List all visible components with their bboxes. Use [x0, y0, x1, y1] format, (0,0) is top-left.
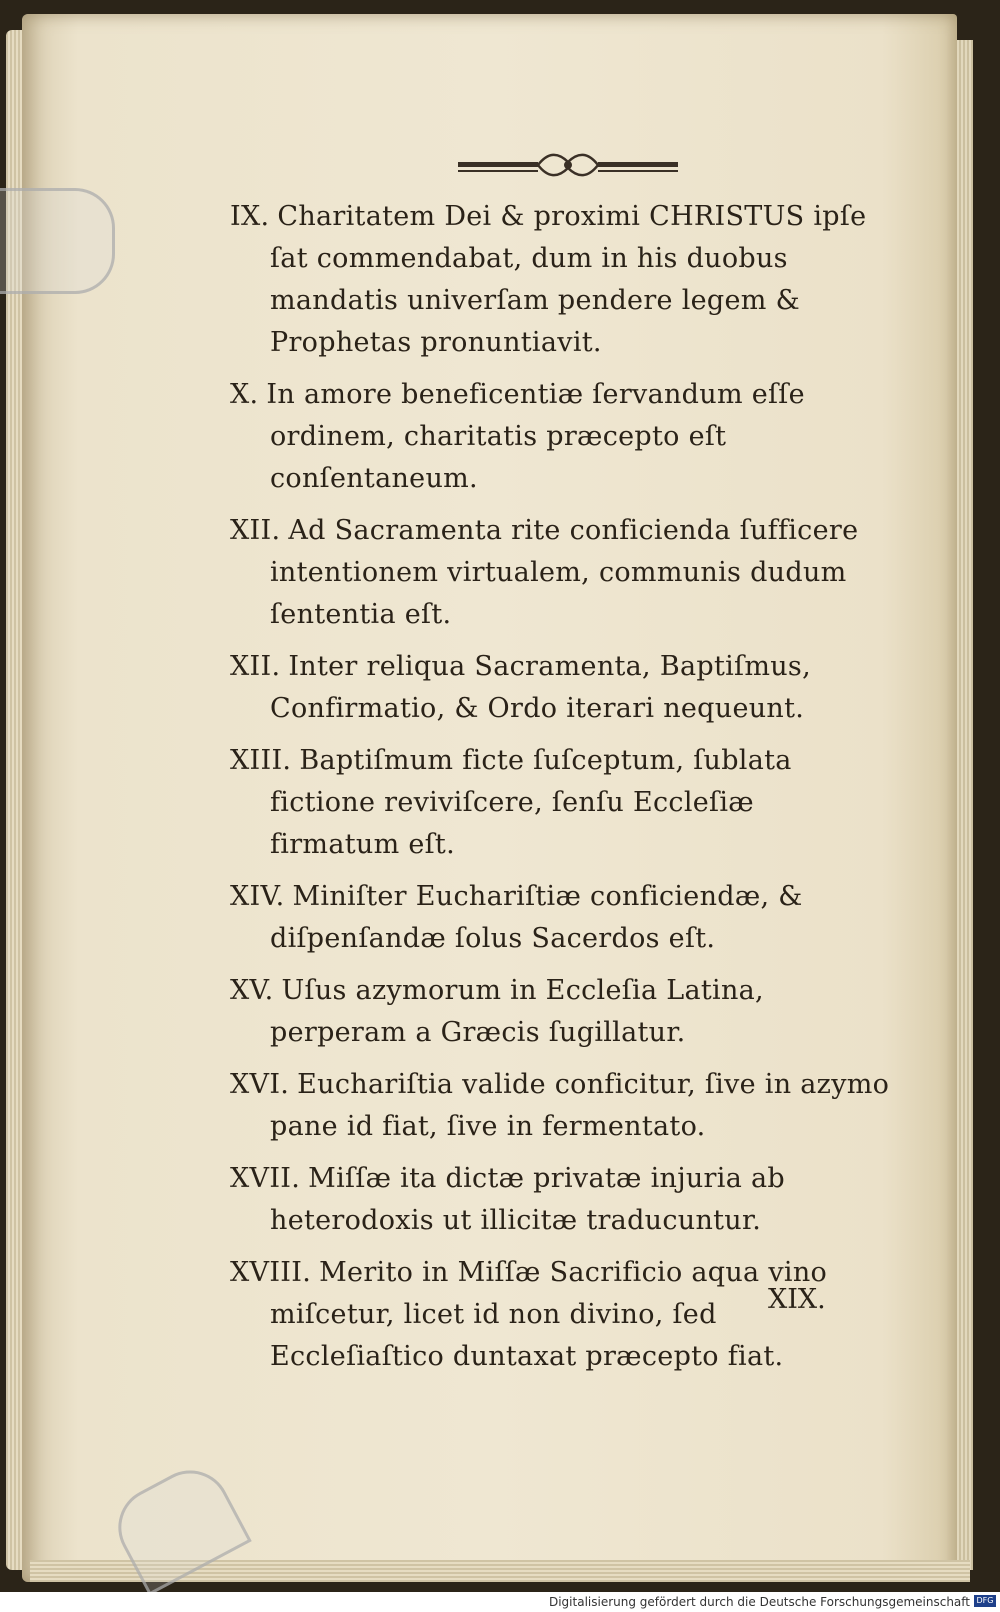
thesis-text: Charitatem Dei & proximi CHRISTUS ipſe ſat commendabat, dum in his duobus mandatis univerſam pendere legem & Prophetas pronuntiavit.: [270, 201, 867, 358]
theses-list: [230, 196, 890, 1388]
dfg-logo: DFG: [974, 1595, 996, 1607]
thesis-number: IX.: [230, 201, 270, 232]
thesis-text: Inter reliqua Sacramenta, Baptiſmus, Confirmatio, & Ordo iterari nequeunt.: [270, 651, 811, 724]
thesis: [230, 510, 890, 636]
thesis-text: Uſus azymorum in Eccleſia Latina, perperam a Græcis ſugillatur.: [270, 975, 764, 1048]
thesis: [230, 740, 890, 866]
thesis: [230, 876, 890, 960]
thesis-number: XIII.: [230, 745, 292, 776]
thesis-text: In amore beneficentiæ ſervandum eſſe ordinem, charitatis præcepto eſt conſentaneum.: [266, 379, 805, 494]
thesis-text: Miniſter Euchariſtiæ conficiendæ, & diſpenſandæ ſolus Sacerdos eſt.: [270, 881, 803, 954]
page-edge-right: [955, 40, 973, 1570]
thesis-text: Miſſæ ita dictæ privatæ injuria ab heterodoxis ut illicitæ traducuntur.: [270, 1163, 785, 1236]
thesis: [230, 1158, 890, 1242]
ornament-rule: [458, 150, 678, 180]
thesis-text: Merito in Miſſæ Sacrificio aqua vino miſcetur, licet id non divino, ſed Eccleſiaſtico duntaxat præcepto fiat.: [270, 1257, 828, 1372]
thesis-text: Ad Sacramenta rite conficienda ſufficere intentionem virtualem, communis dudum ſententia eſt.: [270, 515, 859, 630]
thesis: [230, 1252, 890, 1378]
thesis: [230, 970, 890, 1054]
thesis: [230, 374, 890, 500]
thesis-number: XII.: [230, 515, 281, 546]
thesis-number: XIV.: [230, 881, 285, 912]
book-clip-top: [0, 188, 115, 294]
footer-credit: Digitalisierung gefördert durch die Deutsche Forschungsgemeinschaft: [548, 1595, 970, 1609]
thesis-number: XVI.: [230, 1069, 290, 1100]
thesis: [230, 646, 890, 730]
thesis-number: X.: [230, 379, 259, 410]
thesis-number: XII.: [230, 651, 281, 682]
thesis-text: Baptiſmum ficte ſuſceptum, ſublata fictione reviviſcere, ſenſu Eccleſiæ firmatum eſt.: [270, 745, 792, 860]
thesis-number: XV.: [230, 975, 274, 1006]
thesis: [230, 196, 890, 364]
thesis-number: XVIII.: [230, 1257, 312, 1288]
catchword: XIX.: [768, 1284, 826, 1315]
digitization-footer: [0, 1592, 1000, 1612]
thesis: [230, 1064, 890, 1148]
thesis-text: Euchariſtia valide conficitur, ſive in azymo pane id fiat, ſive in fermentato.: [270, 1069, 890, 1142]
thesis-number: XVII.: [230, 1163, 301, 1194]
